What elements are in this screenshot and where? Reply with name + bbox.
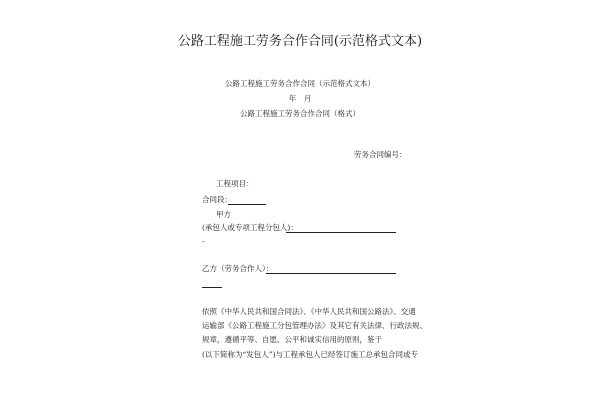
paragraph-line: 依照《中华人民共和国合同法》、《中华人民共和国公路法》、交通 xyxy=(202,307,416,316)
date-line: 年 月 xyxy=(288,94,312,103)
paragraph-line: 规章，遵循平等、自愿、公平和诚实信用的原则，鉴于 xyxy=(202,335,382,344)
paragraph-line: (以下简称为“发包人”)与工程承包人已经签订施工总承包合同或专 xyxy=(202,350,419,359)
document-title: 公路工程施工劳务合作合同(示范格式文本) xyxy=(177,34,423,49)
project-label: 工程项目： xyxy=(216,179,254,188)
party-b-label: 乙方（劳务合作人）： xyxy=(202,264,274,273)
party-b-underline xyxy=(266,273,396,274)
contract-number-label: 劳务合同编号： xyxy=(354,150,407,159)
party-a-label: 甲方 xyxy=(216,210,231,219)
party-a-continuation: - xyxy=(202,237,205,246)
party-b-underline-continuation xyxy=(202,287,222,288)
party-a-underline xyxy=(286,232,396,233)
section-underline xyxy=(228,204,266,205)
format-line: 公路工程施工劳务合作合同（格式） xyxy=(240,109,360,118)
document-subtitle: 公路工程施工劳务合作合同（示范格式文本） xyxy=(225,79,375,88)
section-label: 合同段： xyxy=(202,195,232,204)
paragraph-line: 运输部《公路工程施工分包管理办法》及其它有关法律、行政法规、 xyxy=(202,321,427,330)
party-a-description: (承包人或专项工程分包人)： xyxy=(202,223,298,232)
